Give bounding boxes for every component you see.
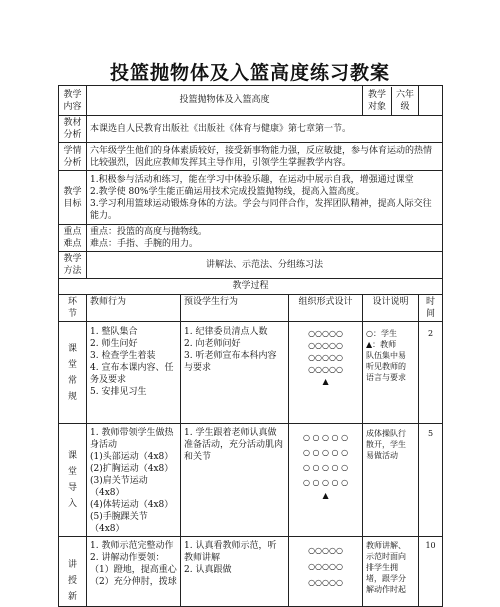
target-value: 六年级 [391, 87, 418, 115]
note-line: ○：学生 [366, 329, 398, 338]
formation-row: ○ ○ ○ ○ ○ [302, 478, 349, 487]
page-title: 投篮抛物体及入篮高度练习教案 [109, 62, 390, 84]
content-label [59, 86, 87, 116]
teacher-actions [87, 322, 181, 424]
teacher-action: 2. 讲解动作要领： [90, 553, 165, 563]
student-actions [181, 322, 289, 424]
student-actions [181, 537, 289, 607]
learner-label: 学情 分析 [59, 143, 87, 171]
goal-item: 1.积极参与活动和练习，能在学习中体验乐趣，在运动中展示自我，增强通过课堂 [90, 174, 414, 185]
formation-row: ○○○○○ [308, 365, 343, 374]
student-action: 1. 纪律委员清点人数 [184, 327, 268, 337]
teacher-action: 1. 教师示范完整动作 [90, 541, 174, 551]
formation-row: ○○○○○ [308, 353, 343, 362]
goals-list [87, 171, 443, 225]
time-value: 10 [419, 537, 443, 607]
teacher-action: 2. 师生问好 [90, 339, 138, 349]
content-value: 投篮抛物体及入篮高度 [87, 86, 363, 116]
stage-label: 讲 授 新 [59, 537, 87, 607]
formation-row: ○ ○ ○ ○ ○ [302, 463, 349, 472]
key-point: 重点：投篮的高度与抛物线。 [90, 227, 208, 237]
note-line: 散开，学生 [366, 440, 407, 449]
lesson-plan-table [58, 85, 443, 607]
goal-item: 3.学习利用篮球运动锻炼身体的方法。学会与同伴合作，发挥团队精神，提高人际交往能力。 [90, 198, 432, 221]
note-line: 排学生拥 [366, 563, 399, 572]
teacher-actions [87, 424, 181, 537]
stage-label: 课 堂 导 入 [59, 424, 87, 537]
material-label: 教材 分析 [59, 116, 87, 143]
teacher-actions [87, 537, 181, 607]
teacher-action: （1）蹬地，提高重心 [90, 565, 177, 575]
goals-label: 教学 目标 [59, 171, 87, 225]
difficult-point: 难点：手指、手腕的用力。 [90, 239, 199, 249]
goal-item: 2.教学使 80%学生能正确运用技术完成投篮抛物线，提高入篮高度。 [90, 186, 365, 197]
formation-row: ○ ○ ○ ○ ○ [302, 448, 349, 457]
formation-diagram [289, 424, 363, 537]
teacher-marker-icon: ▲ [322, 491, 329, 500]
note-line: 教师讲解、 [366, 541, 407, 550]
note-line: 示范时面向 [366, 552, 407, 561]
time-value: 2 [419, 322, 443, 424]
process-section-title: 教学过程 [59, 279, 443, 295]
teacher-action: （2）充分伸肘，拨球 [90, 577, 177, 587]
column-header: 时 间 [419, 295, 443, 322]
formation-row: ○○○○○ [308, 578, 343, 587]
column-header: 预设学生行为 [181, 295, 289, 322]
student-action: 1. 认真看教师示范，听教师讲解 [184, 541, 277, 563]
material-text: 本课选自人民教育出版社《出版社《体育与健康》第七章第一节。 [87, 116, 443, 143]
teacher-action: (2)扩胸运动（4x8） [90, 464, 174, 474]
student-actions [181, 424, 289, 537]
teacher-action: (1)头部运动（4x8） [90, 452, 174, 462]
formation-row: ○○○○○ [308, 546, 343, 555]
student-action: 1. 学生跟着老师认真做准备活动，充分活动肌肉和关节 [184, 428, 284, 462]
formation-diagram [289, 322, 363, 424]
column-header: 教师行为 [87, 295, 181, 322]
formation-row: ○○○○○ [308, 562, 343, 571]
note-line: 堵，跟学分 [366, 574, 407, 583]
teacher-action: (5)手腕踝关节（4x8） [90, 512, 148, 534]
teacher-action: 5. 安排见习生 [90, 387, 147, 397]
teacher-action: 1. 整队集合 [90, 327, 138, 337]
formation-diagram [289, 537, 363, 607]
methods-label: 教学 方法 [59, 252, 87, 279]
student-action: 3. 听老师宣布本科内容与要求 [184, 351, 277, 373]
note-line: 队伍集中易 [366, 351, 407, 360]
design-note [363, 424, 419, 537]
student-action: 2. 向老师问好 [184, 339, 241, 349]
student-action: 2. 认真跟做 [184, 565, 232, 575]
design-note [363, 537, 419, 607]
column-header: 设计说明 [363, 295, 419, 322]
design-note [363, 322, 419, 424]
learner-text: 六年级学生他们的身体素质较好，接受新事物能力强，反应敏捷，参与体育运动的热情比较强烈，因此应教师发挥其主导作用，引领学生掌握教学内容。 [87, 143, 443, 171]
content-label-text: 教学 内容 [63, 89, 82, 112]
column-header: 环 节 [59, 295, 87, 322]
teacher-action: 3. 检查学生着装 [90, 351, 156, 361]
target-label: 教学 对象 [368, 89, 387, 112]
teacher-action: (4)体转运动（4x8） [90, 500, 174, 510]
formation-row: ○○○○○ [308, 341, 343, 350]
formation-row: ○○○○○ [308, 329, 343, 338]
keypoints-label: 重点 难点 [59, 225, 87, 252]
teacher-action: 1. 教师带领学生做热身活动 [90, 428, 174, 450]
note-line: 听见教师的 [366, 362, 407, 371]
keypoints-text [87, 225, 443, 252]
note-line: ▲：教师 [366, 340, 397, 349]
column-header: 组织形式设计 [289, 295, 363, 322]
note-line: 成体操队行 [366, 429, 407, 438]
time-value: 5 [419, 424, 443, 537]
target-cell [363, 86, 419, 116]
methods-text: 讲解法、示范法、分组练习法 [87, 252, 443, 279]
teacher-action: (3)肩关节运动（4x8） [90, 476, 148, 498]
formation-row: ○ ○ ○ ○ ○ [302, 433, 349, 442]
stage-label: 课 堂 常 规 [59, 322, 87, 424]
teacher-marker-icon: ▲ [322, 377, 329, 386]
note-line: 解动作时起 [366, 585, 407, 594]
note-line: 语言与要求 [366, 373, 407, 382]
note-line: 易做活动 [366, 451, 399, 460]
teacher-action: 4. 宣布本课内容、任务及要求 [90, 363, 174, 385]
